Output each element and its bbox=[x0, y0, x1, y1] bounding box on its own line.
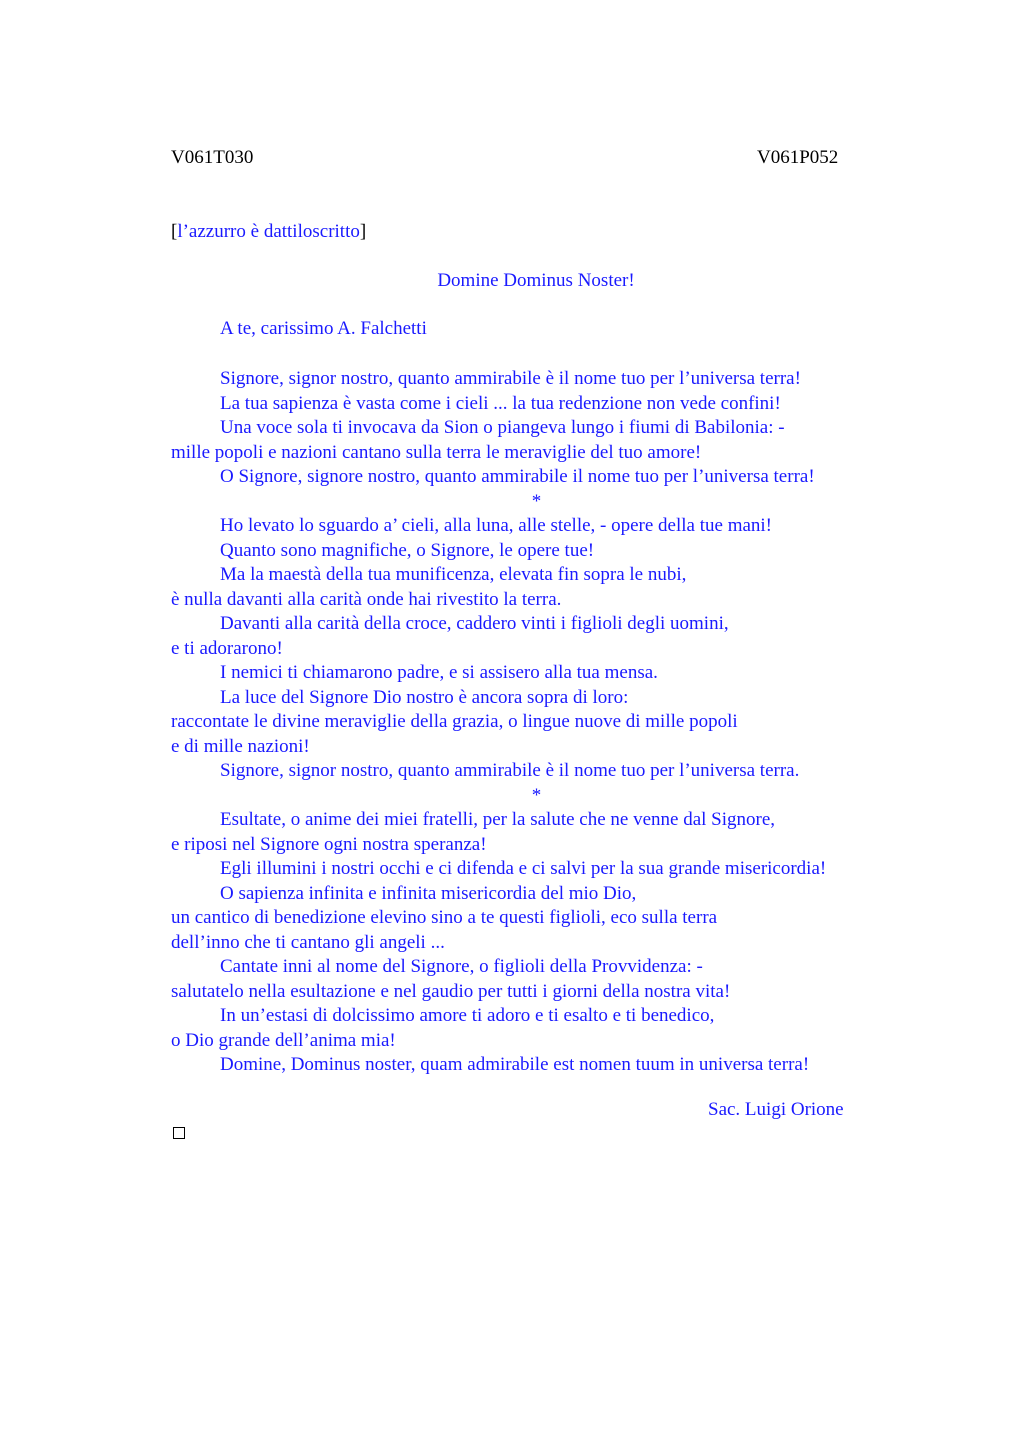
note-open-bracket: [ bbox=[171, 221, 178, 242]
poem-line: Egli illumini i nostri occhi e ci difenda e ci salvi per la sua grande misericordia! bbox=[220, 858, 827, 879]
poem-line: è nulla davanti alla carità onde hai rivestito la terra. bbox=[171, 588, 562, 610]
signature: Sac. Luigi Orione bbox=[708, 1099, 844, 1120]
poem-body bbox=[171, 367, 931, 1078]
poem-line: O Signore, signore nostro, quanto ammirabile il nome tuo per l’universa terra! bbox=[220, 466, 815, 487]
poem-line: I nemici ti chiamarono padre, e si assisero alla tua mensa. bbox=[220, 662, 658, 683]
poem-line: La luce del Signore Dio nostro è ancora sopra di loro: bbox=[220, 686, 629, 708]
poem-title: Domine Dominus Noster! bbox=[437, 270, 635, 291]
poem-line: Una voce sola ti invocava da Sion o piangeva lungo i fiumi di Babilonia: - bbox=[220, 417, 785, 438]
section-separator: * bbox=[531, 784, 542, 806]
poem-line: o Dio grande dell’anima mia! bbox=[171, 1029, 396, 1051]
dedication: A te, carissimo A. Falchetti bbox=[220, 318, 427, 339]
poem-line: salutatelo nella esultazione e nel gaudio per tutti i giorni della nostra vita! bbox=[171, 980, 731, 1002]
poem-line: In un’estasi di dolcissimo amore ti adoro e ti esalto e ti benedico, bbox=[220, 1005, 715, 1026]
poem-line: e ti adorarono! bbox=[171, 637, 283, 659]
poem-line: Signore, signor nostro, quanto ammirabile è il nome tuo per l’universa terra! bbox=[220, 368, 801, 389]
poem-line: dell’inno che ti cantano gli angeli ... bbox=[171, 931, 445, 953]
document-code-right: V061P052 bbox=[757, 147, 839, 168]
poem-line: e di mille nazioni! bbox=[171, 735, 310, 757]
poem-line: mille popoli e nazioni cantano sulla terra le meraviglie del tuo amore! bbox=[171, 441, 702, 463]
note-close-bracket: ] bbox=[359, 221, 367, 242]
poem-line: O sapienza infinita e infinita misericordia del mio Dio, bbox=[220, 882, 637, 904]
poem-line: un cantico di benedizione elevino sino a te questi figlioli, eco sulla terra bbox=[171, 907, 718, 928]
editorial-note bbox=[171, 221, 366, 243]
poem-line: Domine, Dominus noster, quam admirabile est nomen tuum in universa terra! bbox=[220, 1054, 810, 1075]
poem-line: Cantate inni al nome del Signore, o figlioli della Provvidenza: - bbox=[220, 956, 703, 977]
end-of-document-box-icon bbox=[173, 1127, 185, 1139]
poem-line: La tua sapienza è vasta come i cieli ... la tua redenzione non vede confini! bbox=[220, 392, 781, 414]
section-separator: * bbox=[531, 490, 542, 512]
poem-line: Quanto sono magnifiche, o Signore, le opere tue! bbox=[220, 539, 595, 561]
poem-line: Esultate, o anime dei miei fratelli, per la salute che ne venne dal Signore, bbox=[220, 809, 776, 830]
poem-line: Ma la maestà della tua munificenza, elevata fin sopra le nubi, bbox=[220, 564, 687, 585]
poem-line: Ho levato lo sguardo a’ cieli, alla luna, alle stelle, - opere della tue mani! bbox=[220, 515, 773, 536]
note-text: l’azzurro è dattiloscritto bbox=[177, 221, 360, 242]
poem-line: Davanti alla carità della croce, caddero vinti i figlioli degli uomini, bbox=[220, 613, 729, 634]
document-code-left: V061T030 bbox=[171, 147, 254, 168]
poem-line: Signore, signor nostro, quanto ammirabile è il nome tuo per l’universa terra. bbox=[220, 760, 800, 781]
poem-line: raccontate le divine meraviglie della grazia, o lingue nuove di mille popoli bbox=[171, 711, 738, 732]
poem-line: e riposi nel Signore ogni nostra speranza! bbox=[171, 833, 487, 855]
